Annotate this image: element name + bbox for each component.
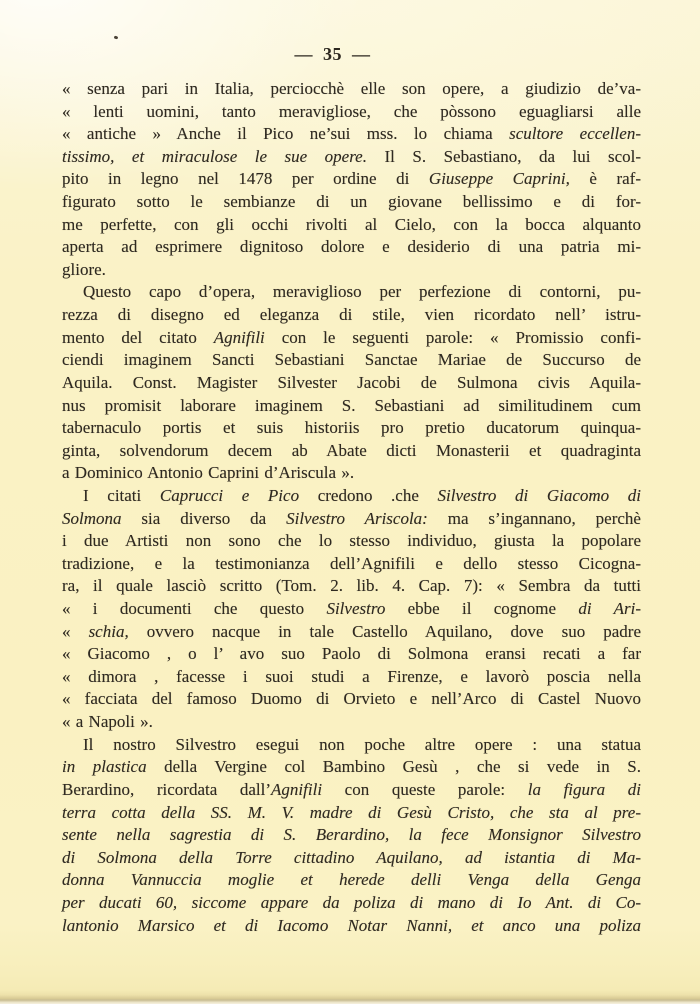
italic-text-segment: di Ari- [578, 599, 641, 619]
text-segment: Il nostro Silvestro esegui non poche altre opere : una statua [83, 734, 641, 754]
text-segment: tabernaculo portis et suis historiis pro pretio ducatorum quinqua- [62, 418, 641, 438]
italic-text-segment: Agnifili [213, 327, 265, 347]
text-segment: « lenti uomini, tanto meravigliose, che pòssono eguagliarsi alle [62, 101, 641, 121]
italic-text-segment: Silvestro Ariscola: [286, 508, 428, 528]
text-line [62, 892, 641, 915]
page-number-header: — 35 — [294, 44, 371, 64]
text-line [62, 123, 641, 146]
text-block [62, 78, 641, 937]
text-line [62, 281, 641, 304]
text-segment: con le seguenti parole: « Promissio confi- [264, 327, 641, 347]
text-segment: sia diverso da [121, 508, 287, 528]
text-segment: della Vergine col Bambino Gesù , che si vede in S. [146, 757, 641, 777]
paragraph [62, 78, 641, 281]
text-line [62, 485, 641, 508]
text-line [62, 734, 641, 757]
paragraph [62, 734, 641, 937]
text-line [62, 146, 641, 169]
text-segment: a Dominico Antonio Caprini d’Ariscula ». [62, 463, 355, 483]
text-line [62, 417, 641, 440]
text-line [62, 824, 641, 847]
italic-text-segment: terra cotta della SS. M. V. madre di Gesù Cristo, che sta al pre- [62, 802, 641, 822]
text-segment: « senza pari in Italia, perciocchè elle son opere, a giudizio de’va- [62, 79, 641, 98]
text-segment: I citati [83, 485, 160, 505]
text-line [62, 621, 641, 644]
text-segment: Berardino, ricordata dall’ [62, 779, 272, 799]
text-segment: ma s’ingannano, perchè [427, 508, 641, 528]
text-line [62, 259, 641, 282]
text-segment: i due Artisti non sono che lo stesso individuo, giusta la popolare [62, 531, 641, 551]
text-segment: « facciata del famoso Duomo di Orvieto e nell’Arco di Castel Nuovo [62, 689, 641, 709]
italic-text-segment: lantonio Marsico et di Iacomo Notar Nanni, et anco una poliza [62, 915, 641, 935]
italic-text-segment: sente nella sagrestia di S. Berardino, la fece Monsignor Silvestro [62, 825, 641, 845]
italic-text-segment: di Solmona della Torre cittadino Aquilano, ad istantia di Ma- [62, 847, 641, 867]
text-segment: con queste parole: [322, 779, 528, 799]
italic-text-segment: Caprucci e Pico [159, 485, 300, 505]
text-segment: Aquila. Const. Magister Silvester Jacobi de Sulmona civis Aquila- [62, 372, 641, 392]
text-line [62, 372, 641, 395]
text-segment: « [62, 621, 89, 641]
italic-text-segment: donna Vannuccia moglie et herede delli Venga della Genga [62, 870, 641, 890]
text-line [62, 168, 641, 191]
italic-text-segment: Silvestro di Giacomo di [437, 485, 641, 505]
text-segment: ra, il quale lasciò scritto (Tom. 2. lib. 4. Cap. 7): « Sembra da tutti [62, 576, 641, 596]
text-line [62, 327, 641, 350]
text-segment: mento del citato [62, 327, 214, 347]
text-line [62, 575, 641, 598]
text-line [62, 304, 641, 327]
text-segment: credono .che [299, 485, 438, 505]
text-line [62, 236, 641, 259]
text-segment: « dimora , facesse i suoi studi a Firenze, e lavorò poscia nella [62, 666, 641, 686]
page-content [62, 44, 641, 937]
text-segment: tradizione, e la testimonianza dell’Agnifili e dello stesso Cicogna- [62, 553, 641, 573]
text-line [62, 711, 641, 734]
text-segment: « antiche » Anche il Pico ne’sui mss. lo chiama [62, 124, 510, 144]
text-segment: rezza di disegno ed eleganza di stile, vien ricordato nell’ istru- [62, 305, 641, 325]
text-segment: ciendi imaginem Sancti Sebastiani Sanctae Mariae de Succurso de [62, 350, 641, 370]
italic-text-segment: Giuseppe Caprini, [428, 169, 570, 189]
text-segment: Questo capo d’opera, meraviglioso per perfezione di contorni, pu- [83, 282, 641, 302]
text-line [62, 395, 641, 418]
text-segment: ginta, solvendorum decem ab Abate dicti Monasterii et quadraginta [62, 440, 641, 460]
text-line [62, 688, 641, 711]
text-line [62, 802, 641, 825]
italic-text-segment: scultore eccellen- [509, 124, 641, 144]
text-segment: pito in legno nel 1478 per ordine di [62, 169, 429, 189]
italic-text-segment: tissimo, et miraculose le sue opere. [62, 146, 367, 166]
text-segment: aperta ad esprimere dignitoso dolore e desiderio di una patria mi- [62, 237, 641, 257]
text-segment: è raf- [569, 169, 641, 189]
italic-text-segment: in plastica [62, 757, 147, 777]
text-segment: figurato sotto le sembianze di un giovane bellissimo e di for- [62, 192, 641, 212]
ink-dot [114, 35, 119, 39]
italic-text-segment: Silvestro [326, 599, 386, 619]
italic-text-segment: schia, [88, 621, 129, 641]
text-line [62, 779, 641, 802]
text-segment: « Giacomo , o l’ avo suo Paolo di Solmona eransi recati a far [62, 644, 641, 664]
text-segment: Il S. Sebastiano, da lui scol- [366, 146, 641, 166]
text-segment: ebbe il cognome [385, 599, 579, 619]
italic-text-segment: la figura di [527, 779, 641, 799]
text-line [62, 78, 641, 101]
text-line [62, 530, 641, 553]
text-line [62, 756, 641, 779]
paragraph [62, 281, 641, 484]
paragraph [62, 485, 641, 734]
text-line [62, 847, 641, 870]
text-segment: me perfette, con gli occhi rivolti al Cielo, con la bocca alquanto [62, 214, 641, 234]
text-segment: gliore. [62, 259, 106, 279]
text-line [62, 349, 641, 372]
text-line [62, 869, 641, 892]
text-line [62, 191, 641, 214]
italic-text-segment: Solmona [62, 508, 122, 528]
text-segment: nus promisit laborare imaginem S. Sebastiani ad similitudinem cum [62, 395, 641, 415]
text-line [62, 598, 641, 621]
text-segment: « a Napoli ». [62, 712, 153, 732]
italic-text-segment: Agnifili [271, 779, 323, 799]
text-line [62, 915, 641, 938]
text-segment: « i documenti che questo [62, 599, 327, 619]
text-line [62, 508, 641, 531]
text-line [62, 643, 641, 666]
text-line [62, 666, 641, 689]
page-bottom-edge [0, 990, 700, 1004]
text-line [62, 553, 641, 576]
italic-text-segment: per ducati 60, siccome appare da poliza di mano di Io Ant. di Co- [62, 892, 641, 912]
text-segment: ovvero nacque in tale Castello Aquilano, dove suo padre [128, 621, 642, 641]
text-line [62, 462, 641, 485]
text-line [62, 101, 641, 124]
text-line [62, 440, 641, 463]
text-line [62, 214, 641, 237]
